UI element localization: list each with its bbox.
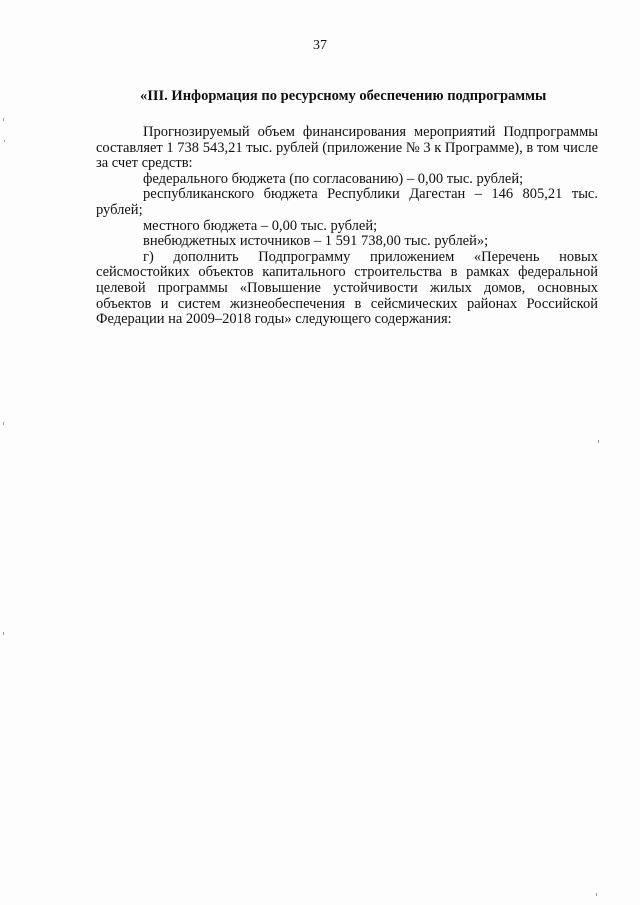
republic-budget-line: республиканского бюджета Республики Дагестан – 146 805,21 тыс. рублей;: [96, 186, 598, 218]
page-number: 37: [313, 38, 327, 53]
financing-paragraph: Прогнозируемый объем финансирования мероприятий Подпрограммы составляет 1 738 543,21 тыс. рублей (приложение № 3 к Программе), в том числе за счет средств:: [96, 124, 598, 172]
offbudget-sources-line: внебюджетных источников – 1 591 738,00 тыс. рублей»;: [143, 233, 489, 250]
scan-mark: [3, 118, 4, 121]
federal-budget-line: федерального бюджета (по согласованию) – 0,00 тыс. рублей;: [143, 170, 524, 187]
scan-mark: [4, 140, 5, 142]
scan-mark: [3, 632, 4, 635]
body-text: [96, 125, 598, 328]
scan-mark: [3, 422, 4, 425]
local-budget-line: местного бюджета – 0,00 тыс. рублей;: [143, 217, 378, 234]
scan-mark: [598, 440, 599, 443]
scan-mark: [596, 893, 597, 896]
amendment-paragraph: г) дополнить Подпрограмму приложением «Перечень новых сейсмостойких объектов капитального строительства в рамках федеральной целевой программы «Повышение устойчивости жилых домов, основных объектов и систем жизнеобеспечения в сейсмических районах Российской Федерации на 2009–2018 годы» следующего содержания:: [96, 248, 598, 328]
section-title: «III. Информация по ресурсному обеспечению подпрограммы: [140, 88, 547, 104]
